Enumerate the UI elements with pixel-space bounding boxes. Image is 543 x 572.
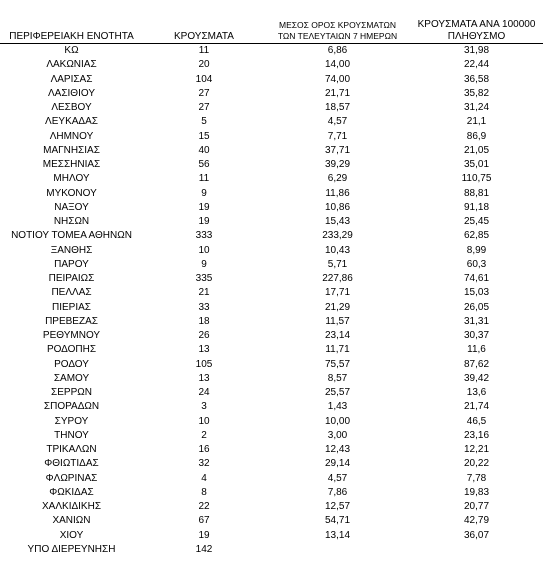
region-cell: ΥΠΟ ΔΙΕΡΕΥΝΗΣΗ [27, 543, 116, 555]
region-cell: ΡΟΔΟΥ [54, 358, 89, 370]
avg7-cell: 75,57 [324, 358, 351, 370]
per100k-cell: 30,37 [463, 330, 490, 341]
region-cell: ΡΟΔΟΠΗΣ [46, 344, 97, 356]
table-row [0, 215, 543, 229]
table-row [0, 500, 543, 514]
cases-cell: 26 [198, 330, 210, 341]
region-cell: ΚΩ [64, 45, 79, 56]
per100k-cell: 86,9 [466, 130, 487, 142]
cases-cell: 11 [198, 45, 210, 56]
region-cell: ΛΑΣΙΘΙΟΥ [48, 87, 95, 99]
per100k-cell: 36,07 [463, 529, 490, 541]
cases-cell: 105 [195, 358, 213, 370]
table-row [0, 429, 543, 443]
cases-cell: 9 [201, 258, 207, 270]
per100k-cell: 21,1 [466, 116, 487, 128]
cases-cell: 13 [198, 372, 210, 384]
cases-cell: 32 [198, 458, 210, 470]
region-cell: ΤΡΙΚΑΛΩΝ [46, 444, 97, 455]
avg7-cell: 3,00 [327, 429, 348, 441]
per100k-cell: 11,6 [467, 344, 486, 356]
cases-cell: 19 [198, 529, 210, 541]
table-row [0, 58, 543, 72]
table-row [0, 386, 543, 400]
header-avg-line2: ΤΩΝ ΤΕΛΕΥΤΑΙΩΝ 7 ΗΜΕΡΩΝ [277, 31, 398, 41]
region-cell: ΠΙΕΡΙΑΣ [52, 301, 91, 313]
cases-cell: 18 [198, 315, 210, 327]
table-row [0, 543, 543, 557]
avg7-cell: 10,86 [324, 201, 351, 213]
header-per100k-line2: ΠΛΗΘΥΣΜΟ [447, 31, 506, 42]
avg7-cell: 6,86 [327, 45, 348, 56]
per100k-cell: 26,05 [463, 301, 490, 313]
region-cell: ΠΕΙΡΑΙΩΣ [48, 273, 95, 284]
table-row [0, 472, 543, 486]
per100k-cell: 88,81 [463, 187, 490, 199]
avg7-cell: 233,29 [322, 230, 353, 242]
cases-cell: 335 [195, 273, 213, 284]
avg7-cell: 11,71 [325, 344, 350, 356]
table-row [0, 172, 543, 186]
header-region: ΠΕΡΙΦΕΡΕΙΑΚΗ ΕΝΟΤΗΤΑ [9, 31, 134, 42]
cases-cell: 40 [198, 144, 210, 156]
per100k-cell: 21,05 [463, 144, 490, 156]
per100k-cell: 91,18 [463, 201, 490, 213]
avg7-cell: 13,14 [324, 529, 351, 541]
table-row [0, 229, 543, 243]
cases-cell: 19 [198, 201, 210, 213]
per100k-cell: 25,45 [463, 216, 490, 227]
avg7-cell [265, 543, 410, 557]
cases-cell: 142 [195, 543, 213, 555]
per100k-cell: 31,24 [463, 102, 490, 113]
per100k-cell: 8,99 [466, 244, 487, 256]
region-cell: ΦΛΩΡΙΝΑΣ [45, 472, 98, 484]
cases-cell: 27 [198, 102, 210, 113]
cases-cell: 20 [198, 59, 210, 71]
cases-cell: 21 [198, 287, 210, 299]
region-cell: ΣΠΟΡΑΔΩΝ [43, 401, 100, 413]
cases-table-body [0, 44, 543, 557]
per100k-cell [410, 543, 543, 557]
per100k-cell: 19,83 [463, 486, 490, 498]
cases-cell: 24 [198, 387, 210, 398]
per100k-cell: 74,61 [463, 273, 490, 284]
table-row [0, 486, 543, 500]
per100k-cell: 15,03 [463, 287, 490, 299]
avg7-cell: 7,86 [327, 486, 348, 498]
avg7-cell: 11,86 [325, 187, 350, 199]
per100k-cell: 39,42 [463, 372, 490, 384]
per100k-cell: 62,85 [463, 230, 490, 242]
region-cell: ΝΑΞΟΥ [54, 201, 89, 213]
per100k-cell: 23,16 [463, 429, 490, 441]
cases-cell: 67 [198, 515, 210, 527]
cases-cell: 11 [198, 173, 210, 185]
region-cell: ΤΗΝΟΥ [54, 429, 89, 441]
cases-cell: 10 [198, 244, 210, 256]
avg7-cell: 6,29 [327, 173, 348, 185]
per100k-cell: 12,21 [463, 444, 490, 455]
avg7-cell: 14,00 [324, 59, 351, 71]
table-row [0, 529, 543, 543]
region-cell: ΡΕΘΥΜΝΟΥ [42, 330, 101, 341]
cases-cell: 27 [198, 87, 210, 99]
cases-cell: 5 [201, 116, 207, 128]
table-row [0, 44, 543, 58]
region-cell: ΦΩΚΙΔΑΣ [49, 486, 94, 498]
region-cell: ΛΑΡΙΣΑΣ [50, 73, 93, 85]
cases-cell: 16 [198, 444, 210, 455]
avg7-cell: 10,00 [324, 415, 351, 427]
region-cell: ΣΥΡΟΥ [54, 415, 89, 427]
per100k-cell: 7,78 [466, 472, 487, 484]
avg7-cell: 4,57 [327, 116, 348, 128]
region-cell: ΠΡΕΒΕΖΑΣ [45, 315, 98, 327]
avg7-cell: 21,71 [324, 87, 351, 99]
region-cell: ΛΑΚΩΝΙΑΣ [46, 59, 97, 71]
table-row [0, 343, 543, 357]
avg7-cell: 10,43 [324, 244, 351, 256]
table-row [0, 130, 543, 144]
avg7-cell: 54,71 [324, 515, 351, 527]
per100k-cell: 35,01 [463, 159, 490, 170]
avg7-cell: 23,14 [324, 330, 351, 341]
table-row [0, 443, 543, 457]
table-row [0, 457, 543, 471]
table-row [0, 144, 543, 158]
table-row [0, 315, 543, 329]
per100k-cell: 31,98 [463, 45, 490, 56]
header-per100k-line1: ΚΡΟΥΣΜΑΤΑ ΑΝΑ 100000 [417, 19, 536, 30]
cases-cell: 10 [198, 415, 210, 427]
cases-cell: 8 [201, 486, 207, 498]
region-cell: ΝΗΣΩΝ [53, 216, 90, 227]
cases-cell: 2 [201, 429, 207, 441]
table-row [0, 187, 543, 201]
region-cell: ΠΕΛΛΑΣ [51, 287, 92, 299]
region-cell: ΦΘΙΩΤΙΔΑΣ [44, 458, 99, 470]
per100k-cell: 13,6 [466, 387, 487, 398]
avg7-cell: 5,71 [327, 258, 348, 270]
header-cases-per-100k [410, 19, 543, 43]
region-cell: ΛΕΣΒΟΥ [51, 102, 92, 113]
per100k-cell: 21,74 [463, 401, 490, 413]
table-row [0, 329, 543, 343]
per100k-cell: 22,44 [463, 59, 490, 71]
per100k-cell: 46,5 [466, 415, 487, 427]
region-cell: ΧΑΛΚΙΔΙΚΗΣ [42, 501, 101, 512]
avg7-cell: 29,14 [324, 458, 351, 470]
header-cases: ΚΡΟΥΣΜΑΤΑ [174, 31, 234, 42]
avg7-cell: 17,71 [324, 287, 351, 299]
table-row [0, 73, 543, 87]
table-row [0, 115, 543, 129]
avg7-cell: 39,29 [324, 159, 351, 170]
per100k-cell: 42,79 [463, 515, 490, 527]
table-row [0, 301, 543, 315]
table-row [0, 286, 543, 300]
region-cell: ΜΥΚΟΝΟΥ [46, 187, 97, 199]
per100k-cell: 31,31 [463, 315, 490, 327]
cases-table [0, 44, 543, 557]
avg7-cell: 227,86 [322, 273, 353, 284]
per100k-cell: 36,58 [463, 73, 490, 85]
cases-cell: 56 [198, 159, 210, 170]
header-avg-line1: ΜΕΣΟΣ ΟΡΟΣ ΚΡΟΥΣΜΑΤΩΝ [279, 20, 396, 30]
table-row [0, 415, 543, 429]
region-cell: ΣΑΜΟΥ [53, 372, 90, 384]
region-cell: ΛΗΜΝΟΥ [49, 130, 94, 142]
table-row [0, 358, 543, 372]
cases-cell: 19 [198, 216, 210, 227]
cases-cell: 3 [201, 401, 207, 413]
table-row [0, 87, 543, 101]
avg7-cell: 25,57 [324, 387, 351, 398]
avg7-cell: 7,71 [327, 130, 348, 142]
per100k-cell: 87,62 [463, 358, 490, 370]
avg7-cell: 1,43 [327, 401, 348, 413]
region-cell: ΧΑΝΙΩΝ [52, 515, 91, 527]
per100k-cell: 35,82 [463, 87, 490, 99]
avg7-cell: 37,71 [324, 144, 351, 156]
avg7-cell: 15,43 [324, 216, 351, 227]
cases-cell: 15 [198, 130, 210, 142]
region-cell: ΜΗΛΟΥ [53, 173, 90, 185]
avg7-cell: 12,43 [324, 444, 351, 455]
region-cell: ΣΕΡΡΩΝ [51, 387, 92, 398]
region-cell: ΜΕΣΣΗΝΙΑΣ [42, 159, 101, 170]
region-cell: ΛΕΥΚΑΔΑΣ [45, 116, 98, 128]
avg7-cell: 8,57 [327, 372, 348, 384]
cases-cell: 4 [201, 472, 207, 484]
per100k-cell: 60,3 [466, 258, 487, 270]
per100k-cell: 20,77 [463, 501, 490, 512]
cases-cell: 333 [195, 230, 213, 242]
cases-cell: 104 [195, 73, 213, 85]
avg7-cell: 74,00 [324, 73, 351, 85]
table-row [0, 514, 543, 528]
table-row [0, 201, 543, 215]
per100k-cell: 110,75 [461, 173, 492, 185]
table-row [0, 101, 543, 115]
cases-cell: 33 [198, 301, 210, 313]
avg7-cell: 11,57 [325, 315, 350, 327]
per100k-cell: 20,22 [463, 458, 490, 470]
cases-cell: 13 [198, 344, 210, 356]
cases-cell: 22 [198, 501, 210, 512]
cases-cell: 9 [201, 187, 207, 199]
region-cell: ΜΑΓΝΗΣΙΑΣ [43, 144, 100, 156]
header-avg-7-days [265, 20, 410, 42]
region-cell: ΞΑΝΘΗΣ [50, 244, 93, 256]
table-row [0, 158, 543, 172]
region-cell: ΝΟΤΙΟΥ ΤΟΜΕΑ ΑΘΗΝΩΝ [11, 230, 132, 242]
table-row [0, 244, 543, 258]
avg7-cell: 12,57 [324, 501, 351, 512]
avg7-cell: 21,29 [324, 301, 351, 313]
avg7-cell: 4,57 [327, 472, 348, 484]
table-row [0, 272, 543, 286]
region-cell: ΧΙΟΥ [59, 529, 84, 541]
table-row [0, 400, 543, 414]
region-cell: ΠΑΡΟΥ [54, 258, 89, 270]
avg7-cell: 18,57 [324, 102, 351, 113]
table-row [0, 258, 543, 272]
table-row [0, 372, 543, 386]
